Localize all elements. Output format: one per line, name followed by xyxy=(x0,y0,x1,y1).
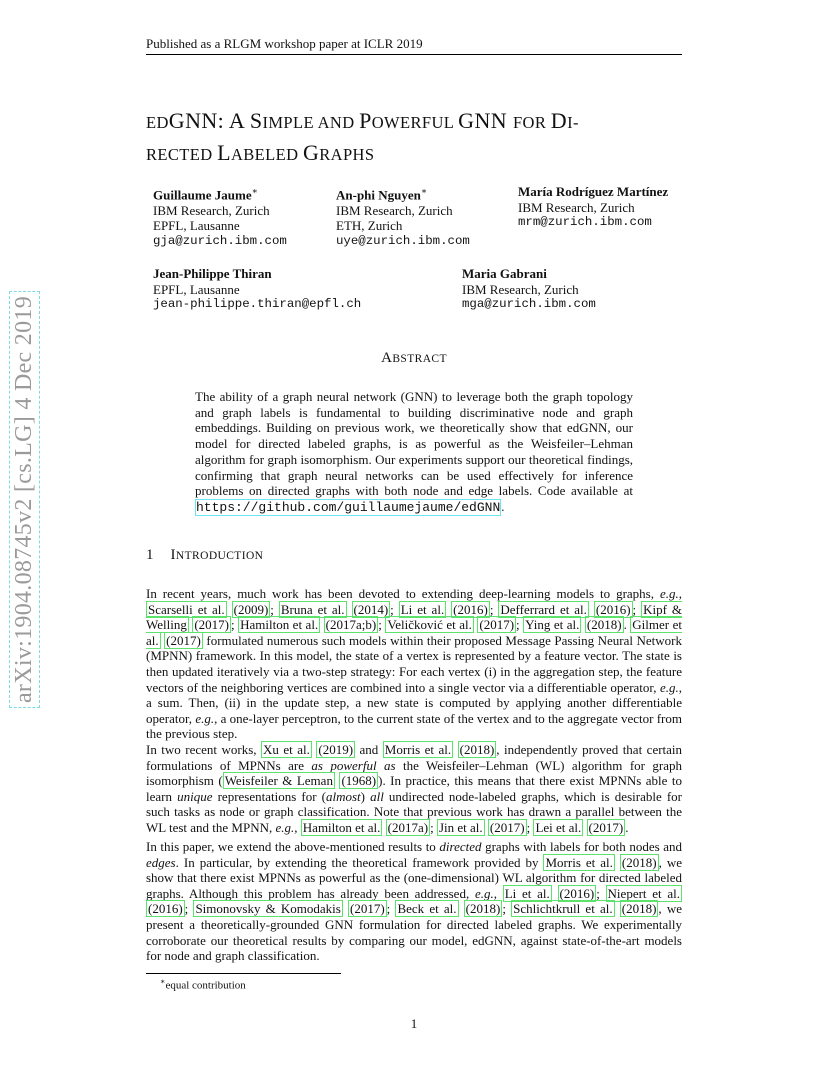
author-block xyxy=(518,184,668,231)
citation-link[interactable]: Defferrard et al. xyxy=(500,601,587,617)
author-affiliation: IBM Research, Zurich xyxy=(462,281,579,297)
citation-link[interactable]: Ying et al. xyxy=(525,617,580,633)
author-affiliation: EPFL, Lausanne xyxy=(153,281,240,297)
citation-link[interactable]: (2017) xyxy=(350,901,385,917)
author-affiliation: IBM Research, Zurich xyxy=(336,202,453,218)
intro-paragraph-1: In recent years, much work has been devoted to extending deep-learning models to graphs, e.g., Scarselli et al. (2009) ; Bruna et al. (2014) ; Li et al. (2016) ; Defferrard et al. (2016) ; Kipf & Welling (2017) ; Hamilton et al. (2017a;b) ; Veličković et al. (2017) ; Ying et al. (2018) . Gilmer et al. (2017) formulated numerous such models within their proposed Message Passing Neural Network (MPNN) framework. In this model, the state of a vertex is represented by a feature vector. The state is then updated iteratively via a two-step strategy: For each vertex (i) in the aggregation step, the feature vectors of the neighboring vertices are combined into a single vector via a differentiable operator, e.g., a sum. Then, (ii) in the update step, a new state is computed by applying another differentiable operator, e.g., a one-layer perceptron, to the current state of the vertex and to the aggregate vector from the previous step. xyxy=(146,586,683,742)
citation-link[interactable]: (2019) xyxy=(318,742,354,757)
citation-link[interactable]: (2009) xyxy=(233,601,269,617)
footnote: ∗equal contribution xyxy=(160,977,246,992)
section-heading: 1 INTRODUCTION xyxy=(146,547,264,563)
citation-link[interactable]: Gilmer et al. xyxy=(146,617,682,648)
citation-link[interactable]: Schlichtkrull et al. xyxy=(513,901,613,917)
citation-link[interactable]: (2016) xyxy=(559,885,595,901)
citation-link[interactable]: (2017) xyxy=(588,819,624,835)
citation-link[interactable]: Hamilton et al. xyxy=(240,617,319,633)
citation-link[interactable]: (2017) xyxy=(489,819,525,835)
author-name: María Rodríguez Martínez xyxy=(518,184,669,199)
author-affiliation: IBM Research, Zurich xyxy=(153,202,270,218)
abstract-heading: ABSTRACT xyxy=(381,350,447,366)
citation-link[interactable]: Morris et al. xyxy=(545,854,613,870)
citation-link[interactable]: (2018) xyxy=(621,854,657,870)
author-email: uye@zurich.ibm.com xyxy=(336,233,470,248)
author-email: jean-philippe.thiran@epfl.ch xyxy=(153,297,362,311)
citation-link[interactable]: Veličković et al. xyxy=(387,617,472,633)
author-name: Guillaume Jaume xyxy=(153,187,252,203)
citation-link[interactable]: (1968) xyxy=(341,773,377,789)
citation-link[interactable]: Niepert et al. xyxy=(607,885,681,901)
citation-link[interactable]: Bruna et al. xyxy=(280,601,345,617)
citation-link[interactable]: (2016) xyxy=(595,601,631,617)
author-affiliation: ETH, Zurich xyxy=(336,218,403,234)
citation-link[interactable]: Morris et al. xyxy=(384,742,452,757)
abstract-body: The ability of a graph neural network (GNN) to leverage both the graph topology and graph labels is fundamental to building discriminative node and graph embeddings. Building on previous work, we theoretically show that edGNN, our model for directed labeled graphs, is as powerful as the Weisfeiler–Lehman algorithm for graph isomorphism. Our experiments support our theoretical findings, confirming that graph neural networks can be used effectively for inference problems on directed graphs with both node and edge labels. Code available at https://github.com/guillaumejaume/edGNN. xyxy=(195,389,633,515)
page-number: 1 xyxy=(410,1016,418,1031)
citation-link[interactable]: (2017) xyxy=(166,632,201,648)
author-block xyxy=(153,266,361,313)
author-block: Guillaume Jaume∗ IBM Research, Zurich EPFL, Lausanne gja@zurich.ibm.com xyxy=(153,186,287,248)
citation-link[interactable]: Simonovsky & Komodakis xyxy=(195,901,341,917)
citation-link[interactable]: Weisfeiler & Leman xyxy=(224,773,333,789)
citation-link[interactable]: Kipf & Welling xyxy=(146,601,682,633)
citation-link[interactable]: (2017) xyxy=(194,617,229,633)
header-rule xyxy=(146,54,682,55)
citation-link[interactable]: (2017a) xyxy=(387,819,429,835)
running-header: Published as a RLGM workshop paper at ICLR 2019 xyxy=(146,36,423,51)
citation-link[interactable]: Hamilton et al. xyxy=(302,819,381,835)
footnote-rule xyxy=(146,973,341,974)
citation-link[interactable]: Beck et al. xyxy=(397,901,457,917)
citation-link[interactable]: (2017a;b) xyxy=(325,617,377,633)
author-block xyxy=(462,266,596,313)
citation-link[interactable]: Scarselli et al. xyxy=(148,601,225,617)
author-name: Jean-Philippe Thiran xyxy=(153,266,272,281)
arxiv-stamp-text[interactable]: arXiv:1904.08745v2 [cs.LG] 4 Dec 2019 xyxy=(10,291,41,708)
author-name: Maria Gabrani xyxy=(462,266,547,281)
citation-link[interactable]: Jin et al. xyxy=(438,819,483,835)
author-block: An-phi Nguyen∗ IBM Research, Zurich ETH, Zurich uye@zurich.ibm.com xyxy=(336,186,470,248)
arxiv-stamp xyxy=(4,262,46,737)
citation-link[interactable]: Li et al. xyxy=(504,885,550,901)
intro-paragraph-2: In two recent works, Xu et al. (2019) and Morris et al. (2018) , independently proved that certain formulations of MPNNs are as powerful as the Weisfeiler–Lehman (WL) algorithm for graph isomorphism ( Weisfeiler & Leman (1968) ). In practice, this means that there exist MPNNs able to learn unique representations for (almost) all undirected node-labeled graphs, which is desirable for such tasks as node or graph classification. Note that previous work has drawn a parallel between the WL test and the MPNN, e.g., Hamilton et al. (2017a) ; Jin et al. (2017) ; Lei et al. (2017) . xyxy=(146,742,683,835)
citation-link[interactable]: (2018) xyxy=(621,901,657,917)
citation-link[interactable]: Lei et al. xyxy=(535,819,582,835)
code-url-link[interactable]: https://github.com/guillaumejaume/edGNN xyxy=(196,499,501,515)
citation-link[interactable]: (2016) xyxy=(453,601,488,617)
citation-link[interactable]: (2018) xyxy=(586,617,622,633)
author-email: gja@zurich.ibm.com xyxy=(153,233,287,248)
intro-paragraph-3: In this paper, we extend the above-mentioned results to directed graphs with labels for both nodes and edges. In particular, by extending the theoretical framework provided by Morris et al. (2018) , we show that there exist MPNNs as powerful as the (one-dimensional) WL algorithm for directed labeled graphs. Although this problem has already been addressed, e.g., Li et al. (2016) ; Niepert et al. (2016) ; Simonovsky & Komodakis (2017) ; Beck et al. (2018) ; Schlichtkrull et al. (2018) , we present a theoretically-grounded GNN formulation for directed labeled graphs. We experimentally corroborate our theoretical results by comparing our model, edGNN, against state-of-the-art models for node and graph classification. xyxy=(146,839,683,964)
author-name: An-phi Nguyen xyxy=(336,187,421,203)
citation-link[interactable]: (2016) xyxy=(148,901,183,917)
citation-link[interactable]: (2018) xyxy=(459,742,495,757)
citation-link[interactable]: Li et al. xyxy=(400,601,445,617)
citation-link[interactable]: Xu et al. xyxy=(263,742,310,757)
author-email: mrm@zurich.ibm.com xyxy=(518,215,652,229)
author-email: mga@zurich.ibm.com xyxy=(462,297,596,311)
paper-title: EDGNN: A SIMPLE AND POWERFUL GNN FOR DI- RECTED LABELED GRAPHS xyxy=(146,108,579,165)
citation-link[interactable]: (2018) xyxy=(465,901,501,917)
citation-link[interactable]: (2014) xyxy=(353,601,389,617)
citation-link[interactable]: (2017) xyxy=(479,617,515,633)
author-affiliation: EPFL, Lausanne xyxy=(153,218,240,234)
author-affiliation: IBM Research, Zurich xyxy=(518,199,635,215)
